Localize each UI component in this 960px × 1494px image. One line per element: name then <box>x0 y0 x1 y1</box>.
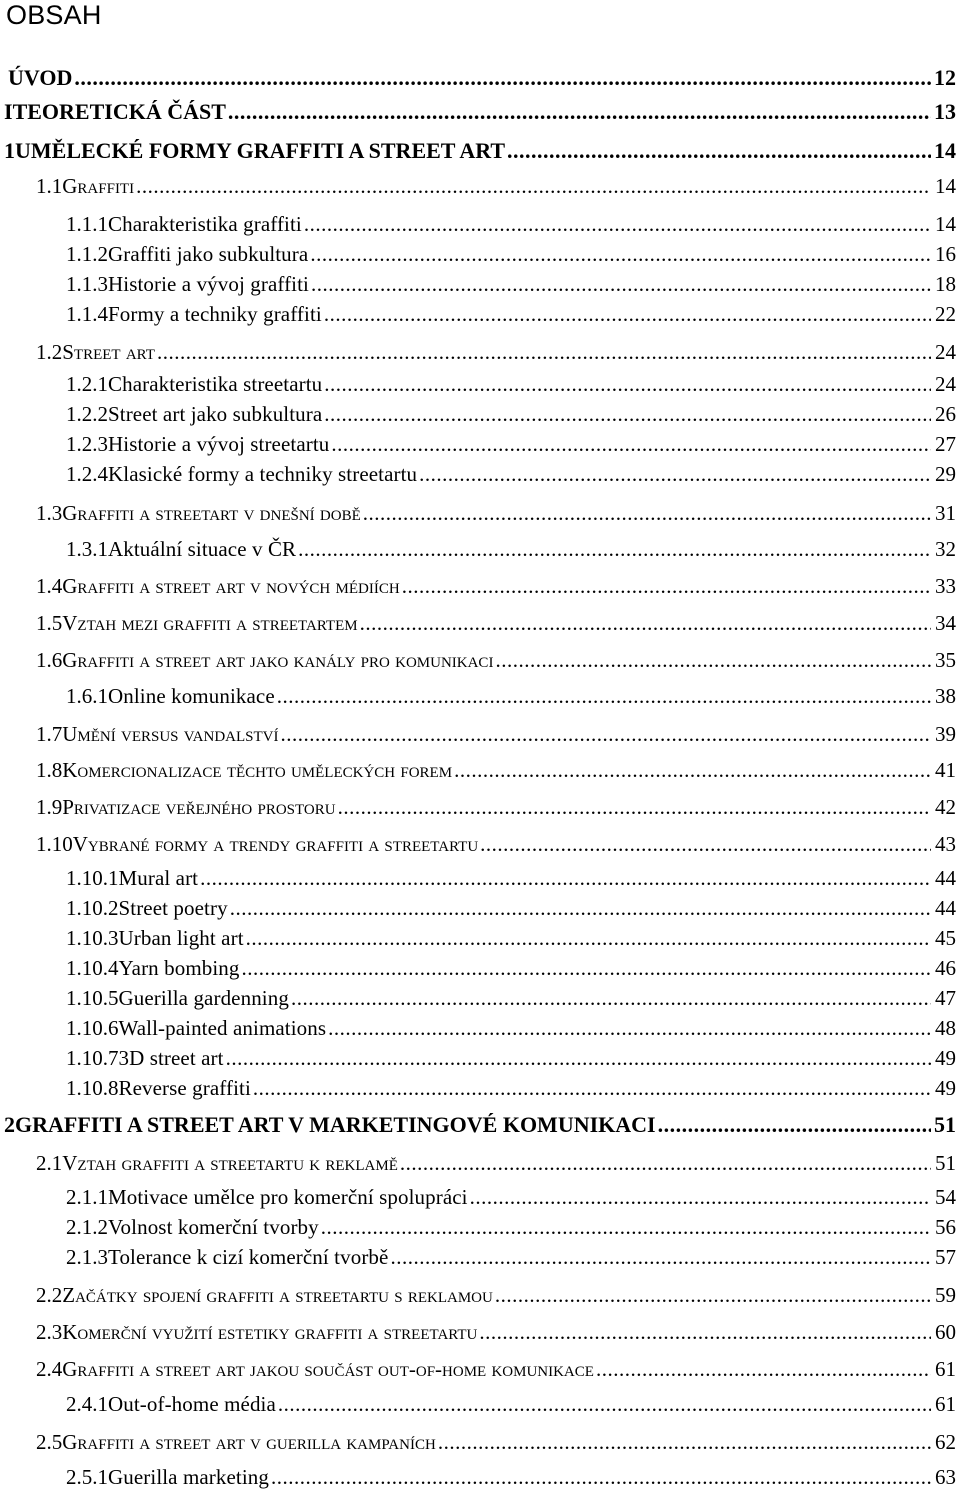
toc-leader-dots <box>278 1390 931 1418</box>
toc-entry-title: Guerilla gardenning <box>118 986 289 1010</box>
toc-entry-page: 57 <box>935 1245 956 1269</box>
toc-leader-dots <box>402 572 931 600</box>
toc-leader-dots <box>321 1213 931 1241</box>
toc-entry-title: Vztah mezi graffiti a streetartem <box>62 611 358 635</box>
toc-entry-page: 59 <box>935 1283 956 1307</box>
toc-leader-dots <box>200 864 931 892</box>
toc-entry-title: 3D street art <box>118 1046 224 1070</box>
toc-leader-dots <box>136 172 931 200</box>
toc-entry-page: 43 <box>935 832 956 856</box>
toc-entry-number: 1.10.1 <box>66 866 119 890</box>
toc-leader-dots <box>242 954 932 982</box>
toc-entry[interactable] <box>0 338 956 366</box>
toc-entry-title: Formy a techniky graffiti <box>108 302 322 326</box>
toc-entry-number: 1.2.3 <box>66 432 108 456</box>
toc-entry-title: TEORETICKÁ ČÁST <box>12 99 226 124</box>
toc-entry-page: 24 <box>935 372 956 396</box>
toc-entry-title: Graffiti <box>62 174 135 198</box>
toc-leader-dots <box>507 137 931 165</box>
toc-entry-title: Graffiti a street art v guerilla kampaních <box>62 1430 436 1454</box>
toc-entry-title: Charakteristika streetartu <box>108 372 323 396</box>
toc-leader-dots <box>228 98 931 126</box>
toc-entry-number: 1 <box>4 138 15 163</box>
toc-entry[interactable] <box>0 830 956 858</box>
toc-entry-page: 18 <box>935 272 956 296</box>
toc-entry-number: 2.5 <box>36 1430 63 1454</box>
toc-entry[interactable] <box>0 894 956 922</box>
toc-entry[interactable] <box>0 1390 956 1418</box>
toc-entry-number: 1.10.4 <box>66 956 119 980</box>
toc-entry-page: 62 <box>935 1430 956 1454</box>
toc-entry[interactable] <box>0 400 956 428</box>
toc-entry[interactable] <box>0 370 956 398</box>
toc-entry-page: 12 <box>934 65 956 90</box>
toc-entry-title: Komercionalizace těchto uměleckých forem <box>62 758 453 782</box>
toc-entry-number: 1.2.4 <box>66 462 108 486</box>
toc-entry-title: GRAFFITI A STREET ART V MARKETINGOVÉ KOMUNIKACI <box>15 1112 656 1137</box>
toc-entry[interactable] <box>0 720 956 748</box>
toc-entry[interactable] <box>0 1281 956 1309</box>
toc-leader-dots <box>338 793 931 821</box>
toc-entry-number: 1.8 <box>36 758 63 782</box>
toc-entry[interactable] <box>0 240 956 268</box>
toc-leader-dots <box>298 535 931 563</box>
toc-entry-page: 35 <box>935 648 956 672</box>
toc-leader-dots <box>324 370 931 398</box>
toc-entry-number: 1.1.3 <box>66 272 108 296</box>
toc-entry-number: 2.2 <box>36 1283 63 1307</box>
toc-leader-dots <box>495 646 931 674</box>
toc-entry-title: Online komunikace <box>108 684 275 708</box>
toc-entry-number: 1.10.5 <box>66 986 119 1010</box>
toc-leader-dots <box>230 894 931 922</box>
toc-entry-title: Aktuální situace v ČR <box>108 537 297 561</box>
toc-entry[interactable] <box>0 1014 956 1042</box>
toc-leader-dots <box>363 499 931 527</box>
toc-entry[interactable] <box>0 954 956 982</box>
toc-entry-number: 1.10.8 <box>66 1076 119 1100</box>
toc-entry[interactable] <box>0 1463 956 1491</box>
toc-entry[interactable] <box>0 646 956 674</box>
toc-entry[interactable] <box>0 756 956 784</box>
toc-entry-number: 1.3.1 <box>66 537 108 561</box>
toc-entry-title: Reverse graffiti <box>118 1076 251 1100</box>
toc-entry-page: 42 <box>935 795 956 819</box>
toc-leader-dots <box>277 682 931 710</box>
toc-entry-number: 1.4 <box>36 574 63 598</box>
toc-entry[interactable] <box>0 137 956 165</box>
toc-entry-title: Motivace umělce pro komerční spolupráci <box>108 1185 468 1209</box>
toc-leader-dots <box>157 338 931 366</box>
toc-entry-number: 2.1.2 <box>66 1215 108 1239</box>
toc-entry-title: Yarn bombing <box>118 956 240 980</box>
toc-entry[interactable] <box>0 1243 956 1271</box>
toc-leader-dots <box>324 400 931 428</box>
toc-entry-page: 16 <box>935 242 956 266</box>
toc-entry-page: 61 <box>935 1357 956 1381</box>
toc-entry-number: I <box>4 99 13 124</box>
toc-entry-page: 32 <box>935 537 956 561</box>
toc-entry-page: 14 <box>935 212 956 236</box>
toc-entry-number: 2.5.1 <box>66 1465 108 1489</box>
toc-leader-dots <box>658 1111 931 1139</box>
toc-entry-number: 2 <box>4 1112 15 1137</box>
toc-entry[interactable] <box>0 1428 956 1456</box>
toc-entry-number: 2.4.1 <box>66 1392 108 1416</box>
page-title: OBSAH <box>6 0 102 30</box>
toc-entry-number: 1.10.3 <box>66 926 119 950</box>
toc-leader-dots <box>331 430 931 458</box>
toc-entry-number: 1.2 <box>36 340 63 364</box>
toc-entry-page: 61 <box>935 1392 956 1416</box>
toc-entry[interactable] <box>0 535 956 563</box>
toc-entry-page: 56 <box>935 1215 956 1239</box>
toc-entry-number: 1.2.1 <box>66 372 108 396</box>
toc-entry[interactable] <box>0 172 956 200</box>
toc-entry-page: 34 <box>935 611 956 635</box>
toc-entry-page: 22 <box>935 302 956 326</box>
toc-leader-dots <box>470 1183 931 1211</box>
toc-entry-title: Graffiti a streetart v dnešní době <box>62 501 361 525</box>
toc-entry[interactable] <box>0 1318 956 1346</box>
toc-entry-number: 1.1.2 <box>66 242 108 266</box>
toc-entry-title: Street art jako subkultura <box>108 402 323 426</box>
toc-leader-dots <box>596 1355 931 1383</box>
toc-entry-title: ÚVOD <box>8 65 73 90</box>
toc-entry[interactable] <box>0 499 956 527</box>
toc-entry-number: 1.10.6 <box>66 1016 119 1040</box>
toc-entry[interactable] <box>0 793 956 821</box>
toc-entry-title: Volnost komerční tvorby <box>108 1215 319 1239</box>
toc-entry-title: Historie a vývoj graffiti <box>108 272 309 296</box>
toc-leader-dots <box>226 1044 931 1072</box>
toc-entry-page: 51 <box>935 1151 956 1175</box>
toc-leader-dots <box>480 830 931 858</box>
toc-leader-dots <box>400 1149 931 1177</box>
toc-entry-title: Privatizace veřejného prostoru <box>62 795 336 819</box>
toc-entry-title: Klasické formy a techniky streetartu <box>108 462 418 486</box>
toc-entry-title: Umění versus vandalství <box>62 722 279 746</box>
toc-entry[interactable] <box>0 682 956 710</box>
toc-entry[interactable] <box>0 1074 956 1102</box>
toc-entry[interactable] <box>0 1183 956 1211</box>
toc-entry-page: 27 <box>935 432 956 456</box>
toc-leader-dots <box>271 1463 931 1491</box>
toc-entry[interactable] <box>0 924 956 952</box>
toc-leader-dots <box>253 1074 931 1102</box>
toc-entry[interactable] <box>0 864 956 892</box>
toc-entry-page: 14 <box>935 174 956 198</box>
toc-entry[interactable] <box>0 98 956 126</box>
toc-entry-page: 14 <box>934 138 956 163</box>
toc-entry-page: 54 <box>935 1185 956 1209</box>
toc-entry-page: 41 <box>935 758 956 782</box>
toc-entry[interactable] <box>0 1213 956 1241</box>
toc-entry-number: 1.2.2 <box>66 402 108 426</box>
toc-entry-number: 2.4 <box>36 1357 63 1381</box>
toc-entry-title: Komerční využití estetiky graffiti a streetartu <box>62 1320 478 1344</box>
toc-entry-page: 44 <box>935 896 956 920</box>
toc-entry-page: 26 <box>935 402 956 426</box>
toc-entry-page: 51 <box>934 1112 956 1137</box>
toc-entry-title: Guerilla marketing <box>108 1465 269 1489</box>
toc-leader-dots <box>360 609 931 637</box>
toc-entry-number: 1.10.2 <box>66 896 119 920</box>
toc-entry-page: 13 <box>934 99 956 124</box>
toc-leader-dots <box>324 300 931 328</box>
toc-leader-dots <box>311 270 931 298</box>
toc-entry-title: Mural art <box>118 866 199 890</box>
toc-entry[interactable] <box>0 1111 956 1139</box>
toc-entry-page: 49 <box>935 1076 956 1100</box>
toc-entry-title: Vztah graffiti a streetartu k reklamě <box>62 1151 398 1175</box>
toc-entry-page: 33 <box>935 574 956 598</box>
toc-leader-dots <box>390 1243 931 1271</box>
toc-entry-page: 31 <box>935 501 956 525</box>
toc-entry[interactable] <box>0 609 956 637</box>
toc-leader-dots <box>280 720 931 748</box>
toc-entry-title: Out-of-home média <box>108 1392 276 1416</box>
toc-entry-page: 45 <box>935 926 956 950</box>
toc-entry-number: 1.10.7 <box>66 1046 119 1070</box>
toc-entry-page: 44 <box>935 866 956 890</box>
toc-entry-title: Graffiti a street art jako kanály pro komunikaci <box>62 648 494 672</box>
toc-leader-dots <box>291 984 931 1012</box>
toc-entry[interactable] <box>0 1149 956 1177</box>
toc-entry-number: 2.1 <box>36 1151 63 1175</box>
toc-entry-page: 39 <box>935 722 956 746</box>
toc-entry-page: 29 <box>935 462 956 486</box>
toc-entry-page: 46 <box>935 956 956 980</box>
toc-leader-dots <box>74 64 931 92</box>
toc-leader-dots <box>495 1281 931 1309</box>
toc-entry-number: 2.3 <box>36 1320 63 1344</box>
toc-entry-title: Historie a vývoj streetartu <box>108 432 330 456</box>
toc-entry[interactable] <box>0 984 956 1012</box>
toc-entry[interactable] <box>0 300 956 328</box>
toc-entry[interactable] <box>0 430 956 458</box>
toc-entry-page: 49 <box>935 1046 956 1070</box>
toc-entry-page: 60 <box>935 1320 956 1344</box>
toc-entry-number: 1.9 <box>36 795 63 819</box>
toc-leader-dots <box>246 924 931 952</box>
toc-entry-number: 1.3 <box>36 501 63 525</box>
toc-entry-number: 1.5 <box>36 611 63 635</box>
toc-entry[interactable] <box>0 64 956 92</box>
toc-leader-dots <box>454 756 931 784</box>
toc-entry-page: 63 <box>935 1465 956 1489</box>
toc-entry-title: Urban light art <box>118 926 244 950</box>
toc-entry-number: 1.6.1 <box>66 684 108 708</box>
toc-leader-dots <box>438 1428 931 1456</box>
toc-entry[interactable] <box>0 1355 956 1383</box>
toc-entry-page: 38 <box>935 684 956 708</box>
toc-entry-title: Street art <box>62 340 155 364</box>
toc-leader-dots <box>310 240 931 268</box>
toc-entry-title: Začátky spojení graffiti a streetartu s reklamou <box>62 1283 493 1307</box>
toc-leader-dots <box>419 460 931 488</box>
toc-entry-number: 1.6 <box>36 648 63 672</box>
toc-entry-number: 1.10 <box>36 832 73 856</box>
toc-entry-page: 47 <box>935 986 956 1010</box>
toc-entry[interactable] <box>0 1044 956 1072</box>
toc-entry-title: Graffiti jako subkultura <box>108 242 309 266</box>
toc-entry-title: Graffiti a street art v nových médiích <box>62 574 400 598</box>
toc-leader-dots <box>479 1318 931 1346</box>
toc-entry-title: Tolerance k cizí komerční tvorbě <box>108 1245 389 1269</box>
toc-entry-number: 2.1.1 <box>66 1185 108 1209</box>
toc-entry-title: UMĚLECKÉ FORMY GRAFFITI A STREET ART <box>15 138 506 163</box>
toc-entry-page: 48 <box>935 1016 956 1040</box>
toc-entry-number: 2.1.3 <box>66 1245 108 1269</box>
toc-leader-dots <box>328 1014 931 1042</box>
toc-entry[interactable] <box>0 460 956 488</box>
toc-entry-title: Charakteristika graffiti <box>108 212 302 236</box>
toc-entry-title: Vybrané formy a trendy graffiti a streetartu <box>72 832 479 856</box>
toc-entry-number: 1.1 <box>36 174 63 198</box>
toc-entry-page: 24 <box>935 340 956 364</box>
toc-entry-title: Graffiti a street art jakou součást out-of-home komunikace <box>62 1357 594 1381</box>
toc-entry-number: 1.1.1 <box>66 212 108 236</box>
toc-entry-number: 1.7 <box>36 722 63 746</box>
toc-entry[interactable] <box>0 210 956 238</box>
toc-entry[interactable] <box>0 572 956 600</box>
toc-entry-number: 1.1.4 <box>66 302 108 326</box>
toc-entry-title: Street poetry <box>118 896 228 920</box>
toc-entry[interactable] <box>0 270 956 298</box>
toc-leader-dots <box>304 210 931 238</box>
toc-entry-title: Wall-painted animations <box>118 1016 327 1040</box>
